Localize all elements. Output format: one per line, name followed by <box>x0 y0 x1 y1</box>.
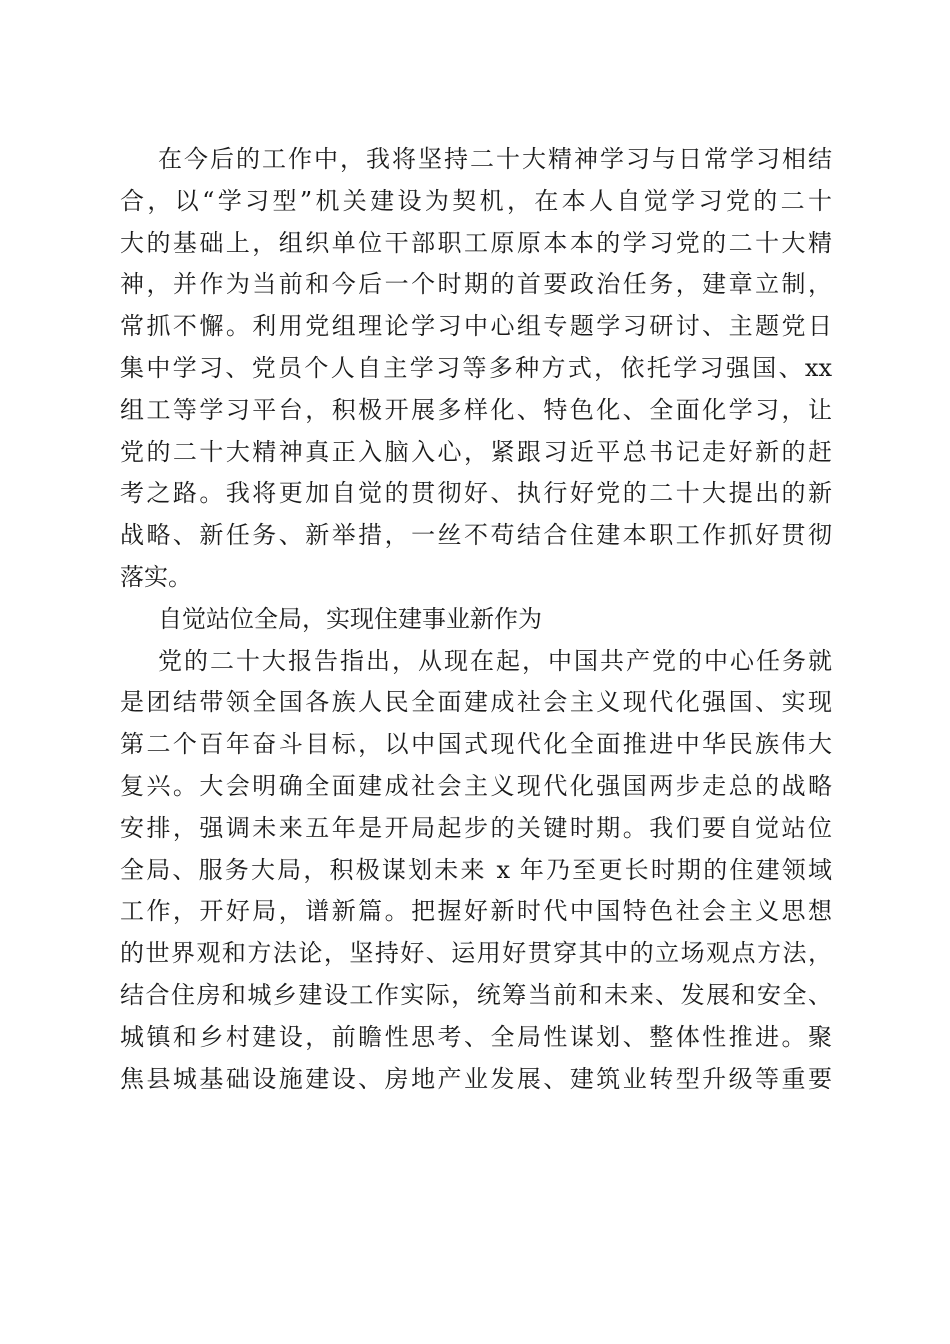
text-line: 复兴。大会明确全面建成社会主义现代化强国两步走总的战略 <box>120 771 832 800</box>
text-line: 第二个百年奋斗目标，以中国式现代化全面推进中华民族伟大 <box>120 730 832 759</box>
text-line: 考之路。我将更加自觉的贯彻好、执行好党的二十大提出的新 <box>120 479 832 508</box>
text-line: 是团结带领全国各族人民全面建成社会主义现代化强国、实现 <box>120 688 832 717</box>
text-line: 城镇和乡村建设，前瞻性思考、全局性谋划、整体性推进。聚 <box>120 1022 832 1051</box>
paragraph-global-perspective <box>120 641 832 1101</box>
section-heading: 自觉站位全局，实现住建事业新作为 <box>158 604 542 633</box>
text-line: 常抓不懈。利用党组理论学习中心组专题学习研讨、主题党日 <box>120 312 832 341</box>
text-line: 大的基础上，组织单位干部职工原原本本的学习党的二十大精 <box>120 228 832 257</box>
text-line: 合，以“学习型”机关建设为契机，在本人自觉学习党的二十 <box>120 186 832 215</box>
text-line: 落实。 <box>120 562 192 591</box>
paragraph-study-commitment <box>120 139 832 599</box>
text-line: 战略、新任务、新举措，一丝不苟结合住建本职工作抓好贯彻 <box>120 521 832 550</box>
text-line: 安排，强调未来五年是开局起步的关键时期。我们要自觉站位 <box>120 813 832 842</box>
text-line: 结合住房和城乡建设工作实际，统筹当前和未来、发展和安全、 <box>120 980 832 1009</box>
text-line: 党的二十大报告指出，从现在起，中国共产党的中心任务就 <box>158 646 832 675</box>
document-body <box>120 139 832 1100</box>
text-line: 党的二十大精神真正入脑入心，紧跟习近平总书记走好新的赶 <box>120 437 832 466</box>
text-line: 全局、服务大局，积极谋划未来 x 年乃至更长时期的住建领域 <box>120 855 832 884</box>
text-line: 在今后的工作中，我将坚持二十大精神学习与日常学习相结 <box>158 145 832 173</box>
text-line: 集中学习、党员个人自主学习等多种方式，依托学习强国、xx <box>120 353 832 382</box>
text-line: 神，并作为当前和今后一个时期的首要政治任务，建章立制， <box>120 270 832 299</box>
text-line: 的世界观和方法论，坚持好、运用好贯穿其中的立场观点方法， <box>120 939 832 968</box>
text-line: 焦县城基础设施建设、房地产业发展、建筑业转型升级等重要 <box>120 1064 832 1093</box>
text-line: 组工等学习平台，积极开展多样化、特色化、全面化学习，让 <box>120 395 832 424</box>
text-line: 工作，开好局，谱新篇。把握好新时代中国特色社会主义思想 <box>120 897 832 926</box>
